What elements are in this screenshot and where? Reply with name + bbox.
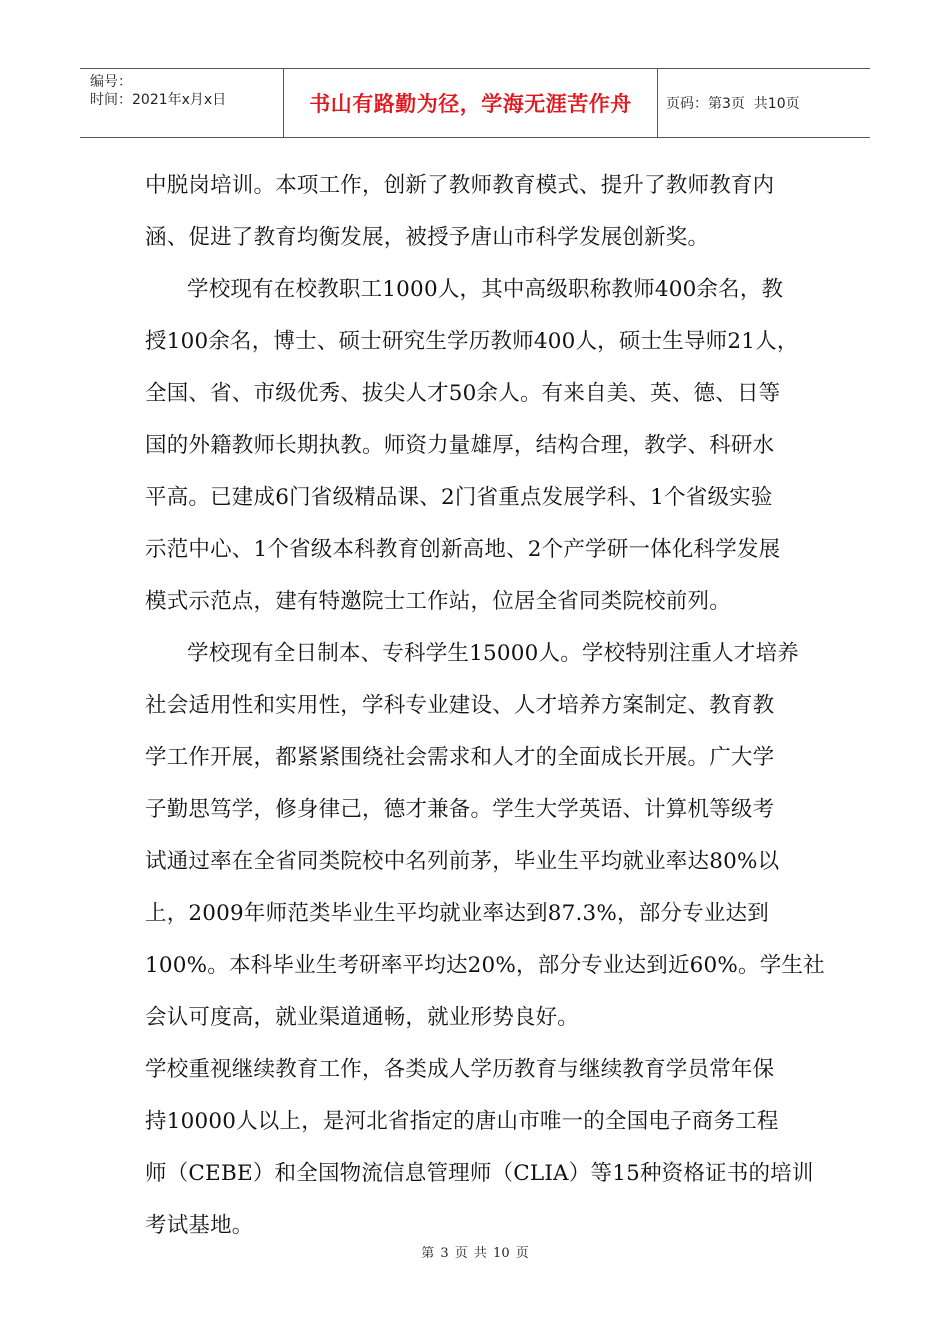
header-meta (80, 69, 283, 137)
body-line: 平高。已建成6门省级精品课、2门省重点发展学科、1个省级实验 (145, 485, 773, 510)
header-motto: 书山有路勤为径，学海无涯苦作舟 (283, 69, 658, 137)
document-body (145, 160, 825, 1252)
header-page-info: 页码：第3页 共10页 (666, 96, 800, 112)
body-line: 师（CEBE）和全国物流信息管理师（CLIA）等15种资格证书的培训 (145, 1161, 814, 1186)
body-line: 学工作开展，都紧紧围绕社会需求和人才的全面成长开展。广大学 (145, 745, 775, 770)
body-line: 示范中心、1个省级本科教育创新高地、2个产学研一体化科学发展 (145, 537, 781, 562)
body-line: 子勤思笃学，修身律己，德才兼备。学生大学英语、计算机等级考 (145, 797, 775, 822)
page-header (80, 68, 870, 138)
body-line: 会认可度高，就业渠道通畅，就业形势良好。 (145, 1005, 580, 1030)
body-line: 学校现有在校教职工1000人，其中高级职称教师400余名，教 (187, 277, 784, 302)
body-line: 持10000人以上，是河北省指定的唐山市唯一的全国电子商务工程 (145, 1109, 779, 1134)
body-line: 学校重视继续教育工作，各类成人学历教育与继续教育学员常年保 (145, 1057, 775, 1082)
body-line: 考试基地。 (145, 1213, 254, 1238)
body-line: 社会适用性和实用性，学科专业建设、人才培养方案制定、教育教 (145, 693, 775, 718)
body-line: 学校现有全日制本、专科学生15000人。学校特别注重人才培养 (187, 641, 799, 666)
body-line: 中脱岗培训。本项工作，创新了教师教育模式、提升了教师教育内 (145, 173, 775, 198)
page-footer: 第 3 页 共 10 页 (421, 1246, 529, 1261)
document-date: 时间：2021年x月x日 (90, 92, 227, 108)
body-line: 模式示范点，建有特邀院士工作站，位居全省同类院校前列。 (145, 589, 731, 614)
document-number-label: 编号： (90, 74, 132, 90)
body-line: 涵、促进了教育均衡发展，被授予唐山市科学发展创新奖。 (145, 225, 710, 250)
body-line: 100%。本科毕业生考研率平均达20%，部分专业达到近60%。学生社 (145, 953, 825, 978)
body-line: 全国、省、市级优秀、拔尖人才50余人。有来自美、英、德、日等 (145, 381, 781, 406)
body-line: 上，2009年师范类毕业生平均就业率达到87.3%，部分专业达到 (145, 901, 769, 926)
body-line: 授100余名，博士、硕士研究生学历教师400人，硕士生导师21人， (145, 329, 799, 354)
body-line: 试通过率在全省同类院校中名列前茅，毕业生平均就业率达80%以 (145, 849, 780, 874)
body-line: 国的外籍教师长期执教。师资力量雄厚，结构合理，教学、科研水 (145, 433, 775, 458)
